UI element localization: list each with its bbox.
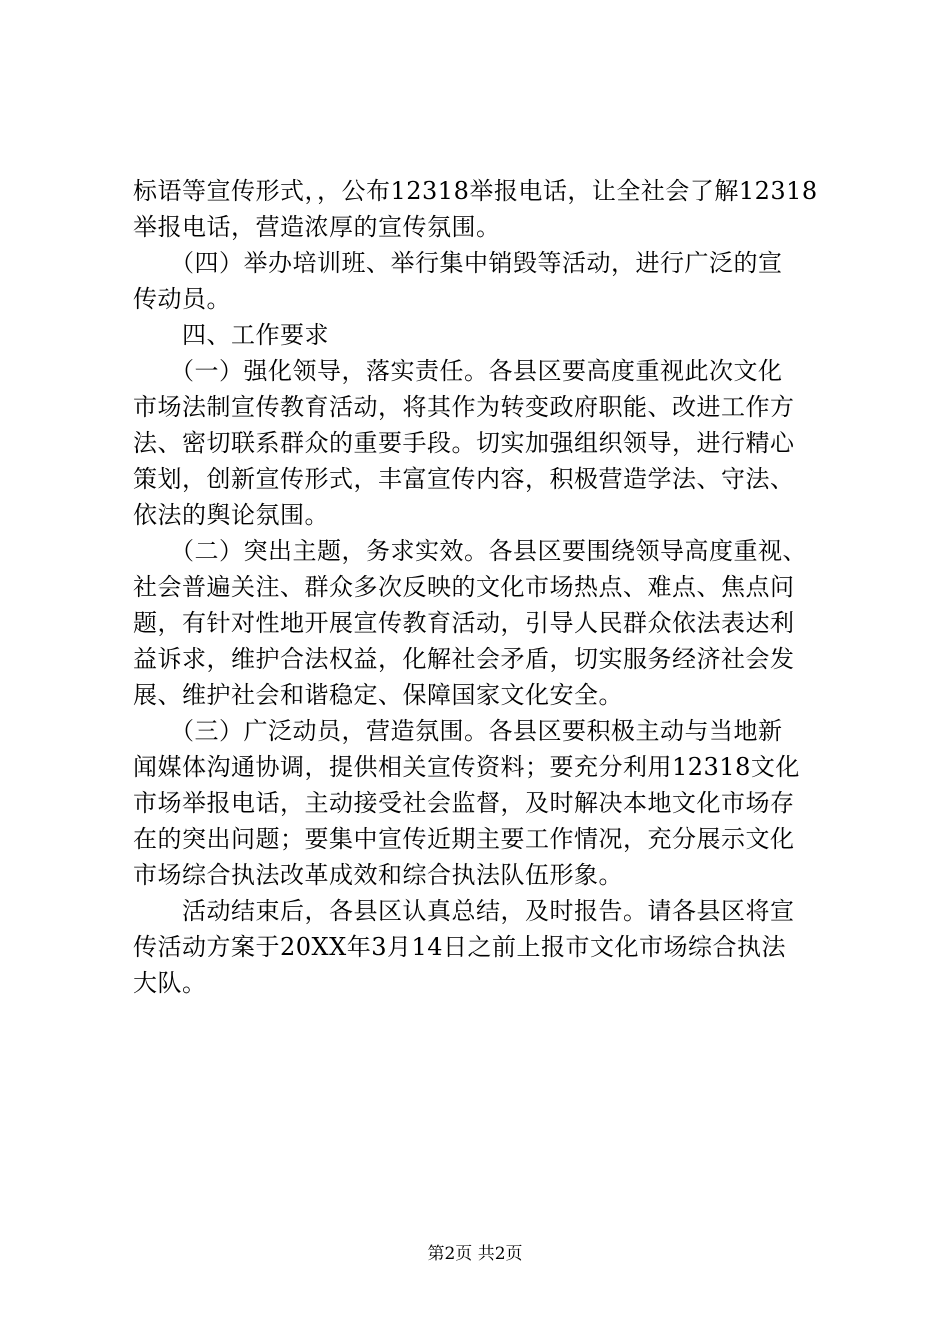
- text-line: 市场举报电话，主动接受社会监督，及时解决本地文化市场存: [133, 789, 795, 817]
- text-line: （四）举办培训班、举行集中销毁等活动，进行广泛的宣: [133, 249, 783, 277]
- text-line: 在的突出问题；要集中宣传近期主要工作情况，充分展示文化: [133, 825, 795, 853]
- text-line: 活动结束后，各县区认真总结，及时报告。请各县区将宣: [133, 897, 795, 925]
- text-line: 展、维护社会和谐稳定、保障国家文化安全。: [133, 681, 623, 709]
- text-line: 题，有针对性地开展宣传教育活动，引导人民群众依法表达利: [133, 609, 795, 637]
- text-line: 市场综合执法改革成效和综合执法队伍形象。: [133, 861, 623, 889]
- text-line: 闻媒体沟通协调，提供相关宣传资料；要充分利用12318文化: [133, 753, 800, 781]
- text-line: 法、密切联系群众的重要手段。切实加强组织领导，进行精心: [133, 429, 795, 457]
- text-line: 举报电话，营造浓厚的宣传氛围。: [133, 213, 501, 241]
- text-line: 大队。: [133, 969, 207, 997]
- text-line: 市场法制宣传教育活动，将其作为转变政府职能、改进工作方: [133, 393, 795, 421]
- text-line: （三）广泛动员，营造氛围。各县区要积极主动与当地新: [133, 717, 783, 745]
- text-line: 传动员。: [133, 285, 231, 313]
- page-number-footer: 第2页 共2页: [427, 1244, 523, 1264]
- text-line: 依法的舆论氛围。: [133, 501, 329, 529]
- text-line: （二）突出主题，务求实效。各县区要围绕领导高度重视、: [133, 537, 807, 565]
- text-line: 策划，创新宣传形式，丰富宣传内容，积极营造学法、守法、: [133, 465, 795, 493]
- text-line: 标语等宣传形式，，公布12318举报电话，让全社会了解12318: [133, 177, 818, 205]
- document-body: [133, 173, 833, 1001]
- section-heading: 四、工作要求: [133, 321, 329, 349]
- text-line: 益诉求，维护合法权益，化解社会矛盾，切实服务经济社会发: [133, 645, 795, 673]
- text-line: （一）强化领导，落实责任。各县区要高度重视此次文化: [133, 357, 783, 385]
- text-line: 社会普遍关注、群众多次反映的文化市场热点、难点、焦点问: [133, 573, 795, 601]
- text-line: 传活动方案于20XX年3月14日之前上报市文化市场综合执法: [133, 933, 787, 961]
